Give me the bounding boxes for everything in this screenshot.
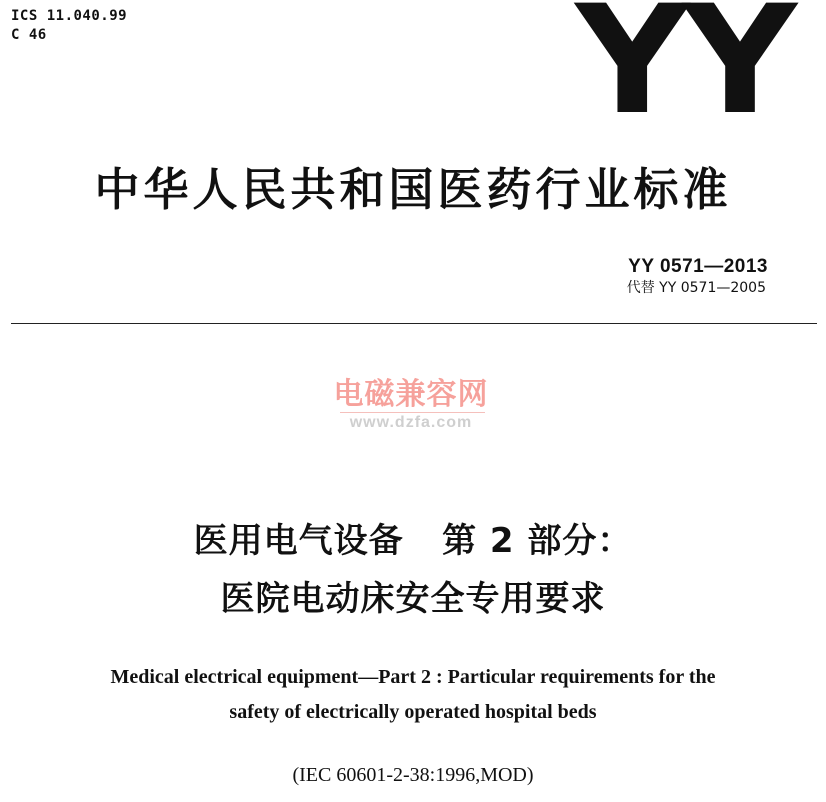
ccs-code: C 46 <box>11 27 47 43</box>
replaces-standard: 代替 YY 0571—2005 <box>626 280 766 296</box>
category-title: 中华人民共和国医药行业标准 <box>94 163 732 216</box>
english-title-line-2: safety of electrically operated hospital beds <box>229 701 597 723</box>
watermark-url: www.dzfa.com <box>349 414 473 431</box>
standard-number: YY 0571—2013 <box>628 256 768 277</box>
english-title-line-1: Medical electrical equipment—Part 2 : Particular requirements for the <box>110 666 716 688</box>
document-title-line-2: 医院电动床安全专用要求 <box>220 579 606 619</box>
document-title-line-1: 医用电气设备 第 2 部分： <box>193 521 633 561</box>
iec-equivalence: (IEC 60601-2-38:1996,MOD) <box>292 764 534 786</box>
yy-logo: YY <box>575 0 791 148</box>
watermark-site-name: 电磁兼容网 <box>333 377 489 412</box>
header-divider <box>11 323 817 324</box>
ics-code: ICS 11.040.99 <box>11 8 128 24</box>
